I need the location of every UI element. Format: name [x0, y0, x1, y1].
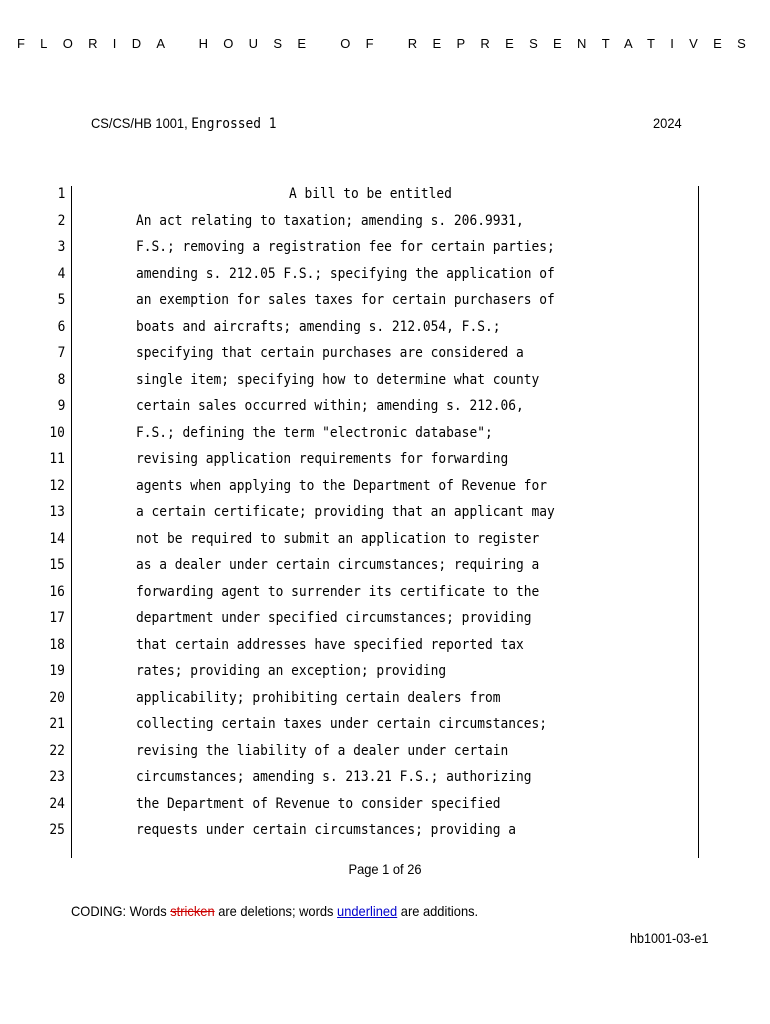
bill-line — [0, 553, 770, 580]
line-text: a certain certificate; providing that an applicant may — [136, 504, 555, 520]
bill-line — [0, 341, 770, 368]
line-number: 12 — [49, 477, 65, 494]
line-text: revising application requirements for forwarding — [136, 451, 509, 467]
bill-line — [0, 580, 770, 607]
chamber-banner: FLORIDA HOUSE OF REPRESENTATIVES — [16, 36, 762, 51]
bill-line — [0, 447, 770, 474]
line-number: 18 — [49, 636, 65, 653]
coding-stricken-sample: stricken — [170, 903, 215, 919]
bill-line — [0, 474, 770, 501]
line-text: agents when applying to the Department of Revenue for — [136, 477, 547, 494]
bill-line — [0, 739, 770, 766]
line-number: 23 — [49, 769, 65, 785]
line-number: 10 — [49, 424, 65, 441]
line-number: 19 — [49, 663, 65, 679]
bill-line — [0, 315, 770, 342]
document-code: hb1001-03-e1 — [630, 930, 709, 946]
bill-line — [0, 686, 770, 713]
line-text: department under specified circumstances; providing — [136, 610, 532, 626]
line-text: boats and aircrafts; amending s. 212.054, F.S.; — [136, 318, 501, 335]
line-number: 8 — [57, 371, 65, 388]
line-text: applicability; prohibiting certain dealers from — [136, 689, 501, 706]
line-text: single item; specifying how to determine what county — [136, 371, 540, 388]
line-number: 24 — [49, 795, 65, 812]
bill-status: Engrossed 1 — [191, 116, 277, 132]
bill-line — [0, 235, 770, 262]
bill-line — [0, 818, 770, 845]
bill-line — [0, 633, 770, 660]
line-text: specifying that certain purchases are considered a — [136, 345, 524, 361]
line-text: requests under certain circumstances; providing a — [136, 822, 516, 838]
bill-line — [0, 527, 770, 554]
bill-line — [0, 368, 770, 395]
coding-underlined-sample: underlined — [337, 903, 398, 919]
line-text: revising the liability of a dealer under certain — [136, 742, 509, 759]
bill-line — [0, 209, 770, 236]
bill-line — [0, 606, 770, 633]
line-number: 25 — [49, 822, 65, 838]
line-number: 1 — [57, 186, 65, 202]
bill-line — [0, 792, 770, 819]
line-number: 20 — [49, 689, 65, 706]
line-text: not be required to submit an application to register — [136, 530, 540, 547]
line-text: amending s. 212.05 F.S.; specifying the application of — [136, 265, 555, 282]
line-text: certain sales occurred within; amending s. 212.06, — [136, 398, 524, 414]
line-number: 14 — [49, 530, 65, 547]
line-number: 17 — [49, 610, 65, 626]
line-text: F.S.; removing a registration fee for certain parties; — [136, 239, 555, 255]
line-text: rates; providing an exception; providing — [136, 663, 447, 679]
line-text: F.S.; defining the term "electronic database"; — [136, 424, 493, 441]
bill-line — [0, 765, 770, 792]
page-number: Page 1 of 26 — [348, 861, 422, 877]
line-text: An act relating to taxation; amending s. 206.9931, — [136, 212, 524, 229]
bill-identifier — [91, 115, 277, 132]
coding-middle: are deletions; words — [218, 903, 334, 919]
bill-line — [0, 288, 770, 315]
coding-legend — [71, 903, 478, 919]
line-text: A bill to be entitled — [289, 186, 452, 202]
line-number: 22 — [49, 742, 65, 759]
bill-line — [0, 712, 770, 739]
bill-line — [0, 659, 770, 686]
bill-line — [0, 421, 770, 448]
line-number: 7 — [57, 345, 65, 361]
line-number: 5 — [57, 292, 65, 308]
line-text: the Department of Revenue to consider specified — [136, 795, 501, 812]
line-text: circumstances; amending s. 213.21 F.S.; authorizing — [136, 769, 532, 785]
bill-line — [0, 262, 770, 289]
line-text: an exemption for sales taxes for certain purchasers of — [136, 292, 555, 308]
line-number: 2 — [57, 212, 65, 229]
line-number: 4 — [57, 265, 65, 282]
coding-prefix: CODING: Words — [71, 903, 167, 919]
line-number: 3 — [57, 239, 65, 255]
coding-suffix: are additions. — [400, 903, 479, 919]
line-number: 6 — [57, 318, 65, 335]
bill-year: 2024 — [653, 115, 682, 131]
line-text: that certain addresses have specified reported tax — [136, 636, 524, 653]
bill-line — [0, 394, 770, 421]
bill-number: CS/CS/HB 1001, — [91, 115, 188, 131]
bill-line — [0, 500, 770, 527]
line-text: collecting certain taxes under certain circumstances; — [136, 716, 547, 732]
line-number: 9 — [57, 398, 65, 414]
line-number: 15 — [49, 557, 65, 573]
line-number: 21 — [49, 716, 65, 732]
line-number: 13 — [49, 504, 65, 520]
bill-line — [0, 182, 770, 209]
line-number: 11 — [49, 451, 65, 467]
line-number: 16 — [49, 583, 65, 600]
line-text: as a dealer under certain circumstances; requiring a — [136, 557, 540, 573]
line-text: forwarding agent to surrender its certificate to the — [136, 583, 540, 600]
